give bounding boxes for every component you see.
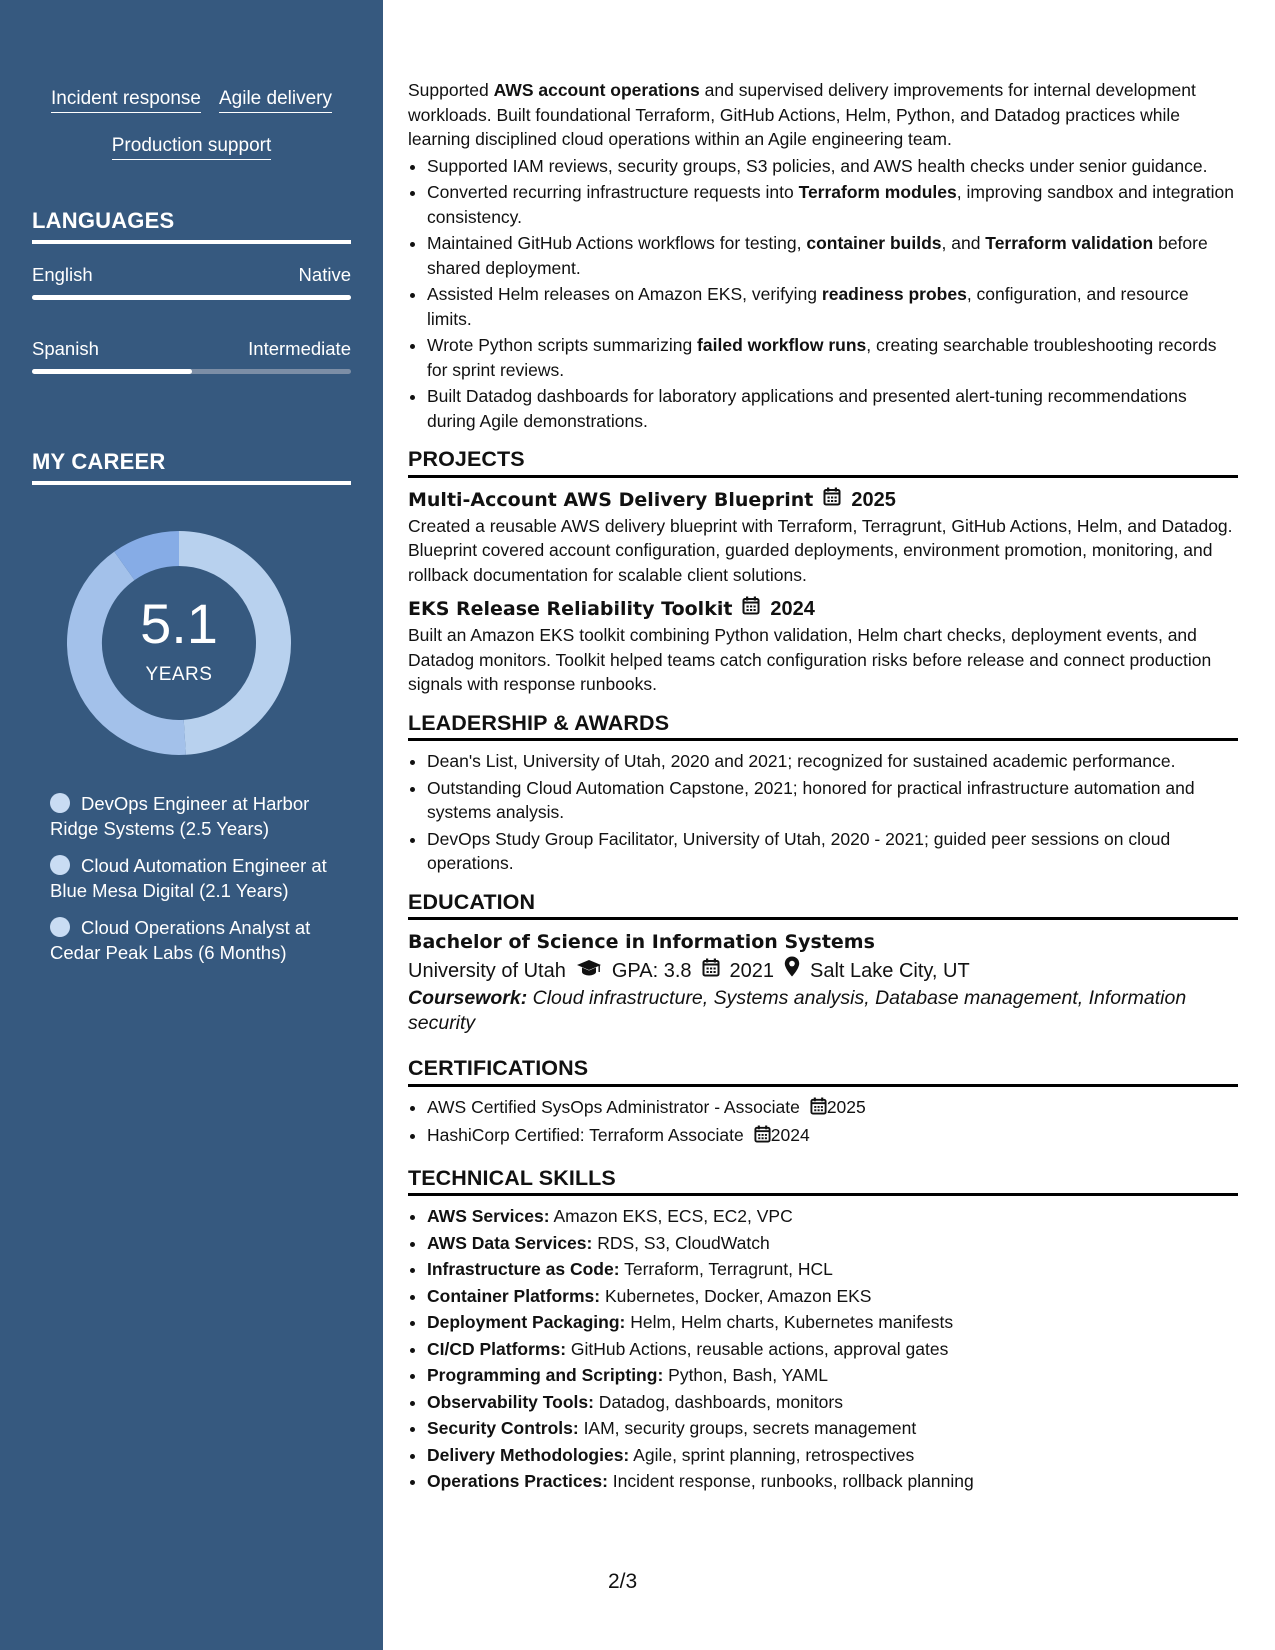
experience-bullet bbox=[427, 384, 1238, 433]
experience-bullet bbox=[427, 180, 1238, 229]
skill-item bbox=[427, 1310, 1238, 1335]
skill-item bbox=[427, 1443, 1238, 1468]
bullet-text: , and bbox=[941, 233, 986, 253]
education-heading: EDUCATION bbox=[408, 890, 1238, 921]
coursework bbox=[408, 986, 1238, 1036]
calendar-icon bbox=[823, 486, 841, 514]
project-year: 2024 bbox=[770, 598, 815, 620]
skill-item bbox=[427, 1390, 1238, 1415]
career-donut-chart bbox=[64, 528, 294, 758]
school-location: Salt Lake City, UT bbox=[810, 960, 970, 982]
skill-values: Datadog, dashboards, monitors bbox=[593, 1391, 843, 1412]
skill-values: Incident response, runbooks, rollback planning bbox=[607, 1471, 974, 1491]
intro-text: and supervised delivery improvements for internal development workloads. Built foundational Terraform, GitHub Actions, Helm, Python, and Datadog practices while learning disciplined cloud operations within an Agile engineering team. bbox=[408, 80, 1196, 149]
career-heading: MY CAREER bbox=[32, 449, 351, 485]
certification-item bbox=[427, 1095, 1238, 1122]
proficiency-bar bbox=[32, 369, 351, 374]
bullet-highlight: Terraform modules bbox=[798, 182, 957, 202]
skill-item bbox=[427, 1363, 1238, 1388]
experience-bullets bbox=[408, 154, 1238, 434]
skill-values: Python, Bash, YAML bbox=[663, 1365, 829, 1385]
skills-heading: TECHNICAL SKILLS bbox=[408, 1166, 1238, 1197]
skill-values: Terraform, Terragrunt, HCL bbox=[619, 1259, 833, 1279]
skill-item bbox=[427, 1416, 1238, 1441]
calendar-icon bbox=[702, 956, 720, 986]
project-item bbox=[408, 486, 1238, 588]
languages-heading: LANGUAGES bbox=[32, 208, 351, 244]
skill-tags bbox=[0, 88, 383, 182]
certification-name: HashiCorp Certified: Terraform Associate bbox=[427, 1125, 744, 1145]
career-section bbox=[32, 449, 351, 485]
career-item bbox=[50, 915, 340, 965]
bullet-text: Wrote Python scripts summarizing bbox=[427, 335, 698, 355]
projects-heading: PROJECTS bbox=[408, 447, 1238, 478]
gpa: GPA: 3.8 bbox=[611, 960, 692, 982]
bullet-text: , configuration, and resource limits. bbox=[427, 284, 1189, 329]
calendar-icon bbox=[754, 1125, 771, 1150]
certifications-heading: CERTIFICATIONS bbox=[408, 1056, 1238, 1087]
sidebar bbox=[0, 0, 383, 1650]
graduation-cap-icon bbox=[576, 956, 602, 986]
skill-category: Container Platforms: bbox=[427, 1285, 601, 1306]
certification-item bbox=[427, 1123, 1238, 1150]
leadership-heading: LEADERSHIP & AWARDS bbox=[408, 711, 1238, 742]
bullet-dot-icon bbox=[50, 855, 70, 875]
skill-item bbox=[427, 1469, 1238, 1494]
language-english bbox=[32, 264, 351, 300]
certification-year: 2024 bbox=[770, 1125, 810, 1145]
coursework-label: Coursework: bbox=[408, 987, 528, 1009]
skill-item bbox=[427, 1257, 1238, 1282]
skill-category: Observability Tools: bbox=[427, 1391, 594, 1412]
skill-item bbox=[427, 1204, 1238, 1229]
career-label: DevOps Engineer at Harbor Ridge Systems (2.5 Years) bbox=[50, 793, 310, 839]
leadership-list bbox=[408, 749, 1238, 876]
bullet-text: Converted recurring infrastructure requests into bbox=[427, 182, 799, 202]
project-title: EKS Release Reliability Toolkit bbox=[408, 598, 733, 620]
project-description: Built an Amazon EKS toolkit combining Python validation, Helm chart checks, deployment events, and Datadog monitors. Toolkit helped teams catch configuration risks before release and connect production signals with response runbooks. bbox=[408, 625, 1212, 694]
experience-bullet bbox=[427, 282, 1238, 331]
skill-values: RDS, S3, CloudWatch bbox=[592, 1232, 770, 1253]
skill-values: IAM, security groups, secrets management bbox=[578, 1418, 917, 1438]
language-spanish bbox=[32, 338, 351, 374]
skill-category: Security Controls: bbox=[427, 1418, 579, 1438]
skill-values: Amazon EKS, ECS, EC2, VPC bbox=[549, 1206, 793, 1226]
career-label: Cloud Operations Analyst at Cedar Peak Labs (6 Months) bbox=[50, 917, 311, 963]
calendar-icon bbox=[810, 1097, 827, 1122]
experience-bullet bbox=[427, 154, 1238, 179]
main-content bbox=[408, 78, 1238, 1496]
tag-agile-delivery: Agile delivery bbox=[219, 88, 332, 113]
bullet-dot-icon bbox=[50, 917, 70, 937]
school-name: University of Utah bbox=[408, 960, 566, 982]
bullet-text: , creating searchable troubleshooting records for sprint reviews. bbox=[427, 335, 1217, 380]
intro-highlight: AWS account operations bbox=[493, 80, 700, 100]
career-list bbox=[50, 791, 340, 977]
tag-production-support: Production support bbox=[112, 135, 272, 160]
project-description: Created a reusable AWS delivery blueprint with Terraform, Terragrunt, GitHub Actions, Helm, and Datadog. Blueprint covered account configuration, guarded deployments, environment promotion, monitoring, and rollback documentation for scalable client solutions. bbox=[408, 515, 1233, 585]
coursework-list: Cloud infrastructure, Systems analysis, Database management, Information security bbox=[408, 987, 1187, 1034]
language-level: Native bbox=[298, 264, 351, 285]
tag-incident-response: Incident response bbox=[51, 88, 201, 113]
degree-title: Bachelor of Science in Information Systems bbox=[408, 931, 875, 953]
language-name: English bbox=[32, 264, 93, 285]
location-pin-icon bbox=[784, 956, 800, 986]
bullet-text: Maintained GitHub Actions workflows for testing, bbox=[427, 233, 807, 253]
skill-item bbox=[427, 1337, 1238, 1362]
skill-values: Kubernetes, Docker, Amazon EKS bbox=[600, 1285, 872, 1306]
proficiency-fill bbox=[32, 369, 192, 374]
calendar-icon bbox=[742, 595, 760, 623]
language-name: Spanish bbox=[32, 338, 99, 359]
page-number: 2/3 bbox=[608, 1570, 638, 1593]
skill-values: Helm, Helm charts, Kubernetes manifests bbox=[625, 1312, 954, 1332]
skills-list bbox=[408, 1204, 1238, 1494]
skill-category: Delivery Methodologies: bbox=[427, 1444, 630, 1465]
bullet-highlight: failed workflow runs bbox=[697, 335, 867, 355]
project-title: Multi-Account AWS Delivery Blueprint bbox=[408, 488, 814, 511]
bullet-text: before shared deployment. bbox=[427, 233, 1208, 278]
experience-intro bbox=[408, 78, 1238, 152]
bullet-highlight: Terraform validation bbox=[985, 233, 1154, 253]
skill-item bbox=[427, 1231, 1238, 1256]
languages-section bbox=[32, 208, 351, 374]
language-level: Intermediate bbox=[248, 338, 351, 359]
certification-year: 2025 bbox=[826, 1096, 866, 1117]
career-item bbox=[50, 853, 340, 903]
certifications-list bbox=[408, 1095, 1238, 1150]
skill-item bbox=[427, 1284, 1238, 1309]
skill-values: GitHub Actions, reusable actions, approval gates bbox=[566, 1338, 949, 1359]
career-label: Cloud Automation Engineer at Blue Mesa Digital (2.1 Years) bbox=[50, 855, 327, 901]
graduation-year: 2021 bbox=[729, 960, 775, 982]
education-details bbox=[408, 956, 1238, 986]
bullet-highlight: container builds bbox=[806, 233, 942, 253]
project-item bbox=[408, 595, 1238, 697]
skill-category: Deployment Packaging: bbox=[427, 1312, 626, 1332]
total-years-unit: YEARS bbox=[145, 664, 213, 685]
bullet-text: Built Datadog dashboards for laboratory applications and presented alert-tuning recommendations during Agile demonstrations. bbox=[427, 386, 1187, 431]
leadership-item: • DevOps Study Group Facilitator, University of Utah, 2020 - 2021; guided peer sessions on cloud operations. bbox=[427, 827, 1238, 876]
experience-bullet bbox=[427, 333, 1238, 382]
project-year: 2025 bbox=[851, 488, 896, 511]
bullet-dot-icon bbox=[50, 793, 70, 813]
skill-category: AWS Data Services: bbox=[427, 1232, 593, 1253]
bullet-text: Assisted Helm releases on Amazon EKS, verifying bbox=[427, 284, 822, 304]
skill-category: CI/CD Platforms: bbox=[427, 1338, 567, 1359]
proficiency-fill bbox=[32, 295, 351, 300]
proficiency-bar bbox=[32, 295, 351, 300]
bullet-text: Supported IAM reviews, security groups, S3 policies, and AWS health checks under senior guidance. bbox=[427, 155, 1208, 176]
career-item bbox=[50, 791, 340, 841]
skill-category: AWS Services: bbox=[427, 1206, 550, 1226]
certification-name: AWS Certified SysOps Administrator - Associate bbox=[427, 1096, 800, 1117]
skill-category: Operations Practices: bbox=[427, 1471, 608, 1491]
bullet-text: , improving sandbox and integration consistency. bbox=[427, 182, 1235, 227]
bullet-highlight: readiness probes bbox=[821, 284, 967, 304]
skill-category: Infrastructure as Code: bbox=[427, 1259, 620, 1279]
experience-bullet bbox=[427, 231, 1238, 280]
skill-values: Agile, sprint planning, retrospectives bbox=[629, 1444, 915, 1465]
total-years-value: 5.1 bbox=[140, 592, 218, 655]
intro-text: Supported bbox=[408, 80, 494, 100]
leadership-item: • Outstanding Cloud Automation Capstone, 2021; honored for practical infrastructure automation and systems analysis. bbox=[427, 776, 1238, 825]
leadership-item: • Dean's List, University of Utah, 2020 and 2021; recognized for sustained academic performance. bbox=[427, 749, 1238, 774]
skill-category: Programming and Scripting: bbox=[427, 1365, 664, 1385]
